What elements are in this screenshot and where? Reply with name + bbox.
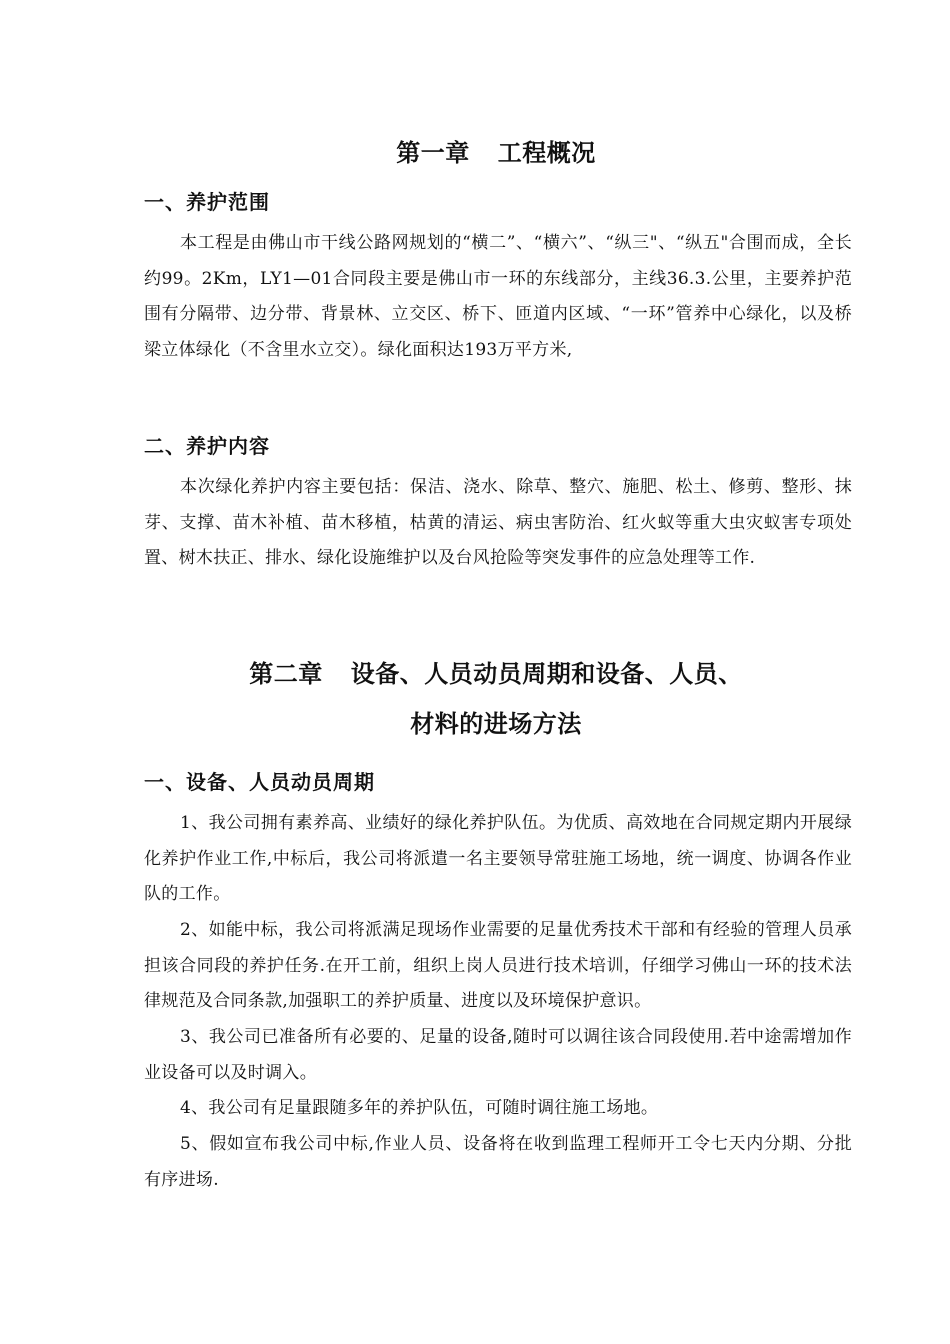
section-heading-maintenance-content: 二、养护内容 [144,434,270,458]
chapter-1-label: 第一章 [396,139,470,167]
paragraph-maintenance-scope: 本工程是由佛山市干线公路网规划的“横二”、“横六”、“纵三"、“纵五"合围而成，全长约99。2Km，LY1—01合同段主要是佛山市一环的东线部分，主线36.3.公里，主要养护范围有分隔带、边分带、背景林、立交区、桥下、匝道内区域、“一环”管养中心绿化，以及桥梁立体绿化（不含里水立交）。绿化面积达193万平方米, [144,233,852,360]
chapter-2-label: 第二章 [249,660,323,688]
list-item-3: 3、我公司已准备所有必要的、足量的设备,随时可以调往该合同段使用.若中途需增加作业设备可以及时调入。 [144,1027,852,1083]
paragraph-maintenance-content: 本次绿化养护内容主要包括：保洁、浇水、除草、整穴、施肥、松土、修剪、整形、抹芽、支撑、苗木补植、苗木移植，枯黄的清运、病虫害防治、红火蚁等重大虫灾蚁害专项处置、树木扶正、排水、绿化设施维护以及台风抢险等突发事件的应急处理等工作. [144,477,852,569]
chapter-2-name: 设备、人员动员周期和设备、人员、 [350,660,743,688]
chapter-1-title [144,133,848,168]
list-item-5: 5、假如宣布我公司中标,作业人员、设备将在收到监理工程师开工令七天内分期、分批有序进场. [144,1134,852,1190]
list-item-1: 1、我公司拥有素养高、业绩好的绿化养护队伍。为优质、高效地在合同规定期内开展绿化养护作业工作,中标后，我公司将派遣一名主要领导常驻施工场地，统一调度、协调各作业队的工作。 [144,813,852,905]
chapter-2-title-line-1 [144,654,848,689]
chapter-2-title-line-2: 材料的进场方法 [410,710,582,738]
section-heading-maintenance-scope: 一、养护范围 [144,190,270,214]
list-item-4: 4、我公司有足量跟随多年的养护队伍，可随时调往施工场地。 [180,1098,659,1118]
section-heading-mobilization-period: 一、设备、人员动员周期 [144,770,375,794]
chapter-1-name: 工程概况 [497,139,596,167]
list-item-2: 2、如能中标，我公司将派满足现场作业需要的足量优秀技术干部和有经验的管理人员承担该合同段的养护任务.在开工前，组织上岗人员进行技术培训，仔细学习佛山一环的技术法律规范及合同条款,加强职工的养护质量、进度以及环境保护意识。 [144,920,852,1012]
